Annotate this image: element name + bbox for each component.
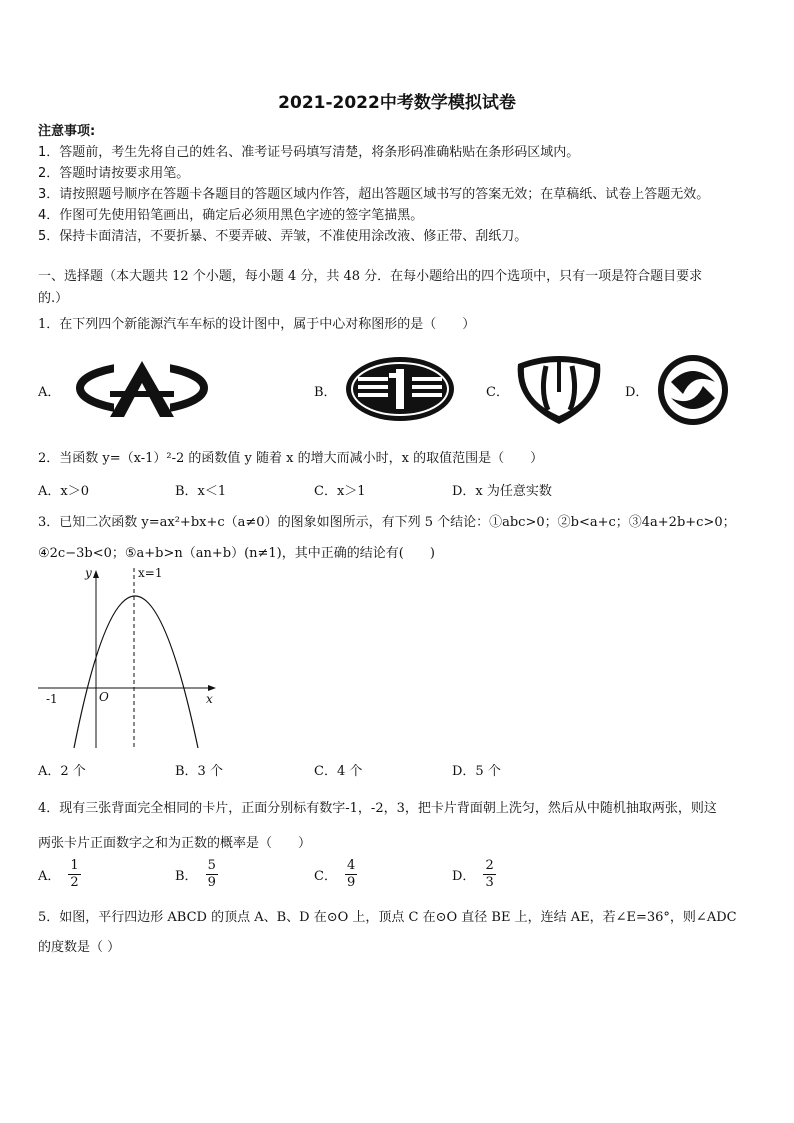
numerator: 1 — [70, 858, 79, 873]
q4-option-c-label: C． — [314, 869, 337, 884]
section-heading: 一、选择题（本大题共 12 个小题，每小题 4 分，共 48 分．在每小题给出的四个选项中，只有一项是符合题目要求 — [38, 269, 703, 284]
q3-option-a: A．2 个 — [38, 764, 86, 779]
denominator: 2 — [70, 875, 79, 890]
q4-option-c — [314, 858, 357, 891]
denominator: 9 — [346, 875, 356, 890]
q1-option-b-label: B． — [314, 385, 337, 400]
car-logo-c-image — [512, 352, 606, 426]
question-4-stem-cont: 两张卡片正面数字之和为正数的概率是（ ） — [38, 836, 312, 851]
note-item: 1．答题前，考生先将自己的姓名、准考证号码填写清楚，将条形码准确粘贴在条形码区域内。 — [38, 145, 580, 160]
note-item: 2．答题时请按要求用笔。 — [38, 166, 190, 181]
notes-heading: 注意事项: — [38, 124, 96, 139]
car-logo-b-image — [344, 355, 456, 423]
denominator: 3 — [485, 875, 494, 890]
graph-origin-label: O — [99, 690, 109, 704]
exam-title: 2021-2022中考数学模拟试卷 — [278, 93, 516, 113]
fraction — [206, 858, 218, 891]
graph-y-label: y — [85, 566, 92, 580]
numerator: 2 — [485, 858, 494, 873]
q4-option-b — [175, 858, 218, 891]
question-4-stem: 4．现有三张背面完全相同的卡片，正面分别标有数字-1，-2，3，把卡片背面朝上洗匀，然后从中随机抽取两张，则这 — [38, 801, 717, 816]
question-3-stem-cont: ④2c−3b<0；⑤a+b>n（an+b）(n≠1)，其中正确的结论有( ) — [38, 546, 435, 561]
q2-option-a: A．x＞0 — [38, 484, 89, 499]
q4-option-a — [38, 858, 81, 891]
numerator: 5 — [207, 858, 216, 873]
q2-option-d: D．x 为任意实数 — [452, 484, 552, 499]
question-2-stem: 2．当函数 y=（x-1）²-2 的函数值 y 随着 x 的增大而减小时，x 的取值范围是（ ） — [38, 451, 544, 466]
question-1-stem: 1．在下列四个新能源汽车车标的设计图中，属于中心对称图形的是（ ） — [38, 317, 476, 332]
section-heading-cont: 的.） — [38, 291, 69, 306]
fraction — [483, 858, 495, 891]
q3-option-b: B．3 个 — [175, 764, 223, 779]
q1-option-c-label: C． — [486, 385, 509, 400]
question-3-stem: 3．已知二次函数 y=ax²+bx+c（a≠0）的图象如图所示，有下列 5 个结论：①abc>0；②b<a+c；③4a+2b+c>0； — [38, 515, 736, 530]
q3-option-d: D．5 个 — [452, 764, 501, 779]
q1-option-d-label: D． — [625, 385, 649, 400]
q3-option-c: C．4 个 — [314, 764, 363, 779]
fraction — [68, 858, 80, 891]
denominator: 9 — [207, 875, 216, 890]
fraction — [345, 858, 357, 891]
note-item: 4．作图可先使用铅笔画出，确定后必须用黑色字迹的签字笔描黑。 — [38, 208, 424, 223]
q1-option-a-label: A． — [38, 385, 61, 400]
parabola-graph — [36, 562, 226, 754]
numerator: 4 — [346, 858, 356, 873]
question-5-stem-cont: 的度数是（ ） — [38, 940, 121, 955]
graph-neg1-label: -1 — [46, 692, 58, 706]
q2-option-c: C．x＞1 — [314, 484, 366, 499]
graph-x-label: x — [206, 692, 213, 706]
q2-option-b: B．x＜1 — [175, 484, 227, 499]
graph-symmetry-label: x=1 — [138, 566, 163, 580]
question-5-stem: 5．如图，平行四边形 ABCD 的顶点 A、B、D 在⊙O 上，顶点 C 在⊙O 直径 BE 上，连结 AE，若∠E=36°，则∠ADC — [38, 910, 737, 925]
q4-option-a-label: A． — [38, 869, 61, 884]
note-item: 5．保持卡面清洁，不要折暴、不要弄破、弄皱，不准使用涂改液、修正带、刮纸刀。 — [38, 229, 528, 244]
q4-option-d-label: D． — [452, 869, 476, 884]
car-logo-d-image — [655, 352, 731, 428]
q4-option-d — [452, 858, 496, 891]
note-item: 3．请按照题号顺序在答题卡各题目的答题区域内作答，超出答题区域书写的答案无效；在草稿纸、试卷上答题无效。 — [38, 187, 710, 202]
q4-option-b-label: B． — [175, 869, 198, 884]
car-logo-a-image — [74, 355, 210, 421]
